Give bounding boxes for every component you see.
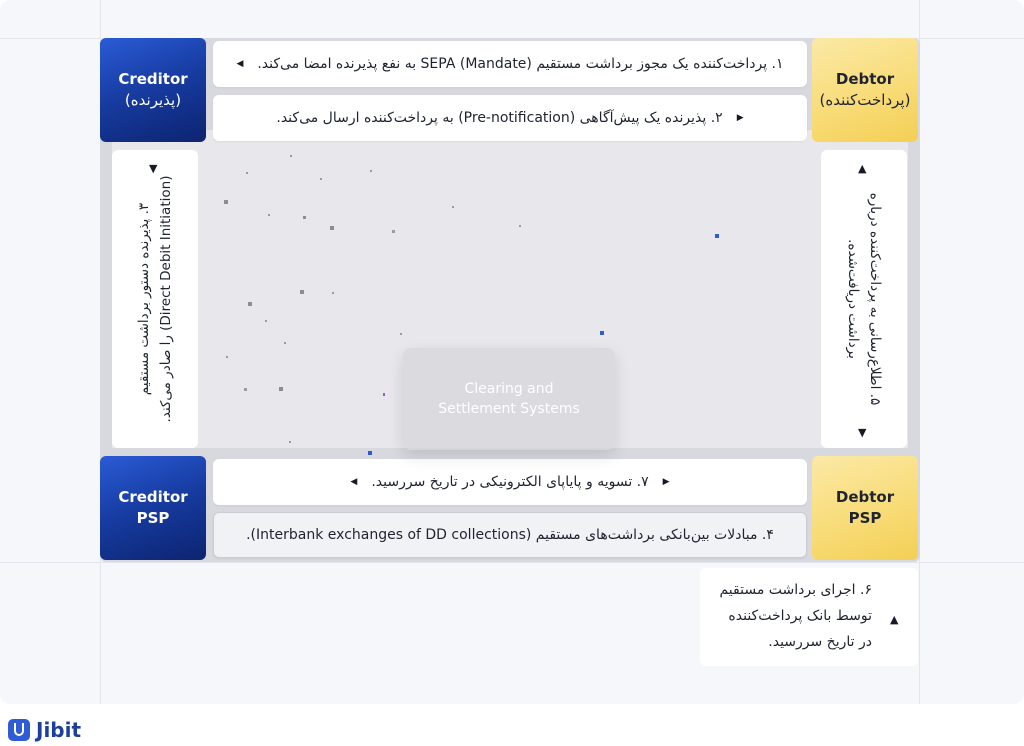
particle [289,441,291,443]
step-6-card [700,568,918,666]
debtor-subtitle: (پرداخت‌کننده) [819,91,911,109]
step-6-line2: توسط بانک پرداخت‌کننده [728,608,872,624]
arrow-left-icon: ◀ [236,59,244,69]
creditor-psp-line1: Creditor [118,488,188,506]
step-2-card [213,95,807,141]
particle [400,333,402,335]
particle [368,451,372,455]
brand-name: Jibit [36,718,82,742]
particle [330,226,334,230]
creditor-psp-line2: PSP [136,509,170,527]
particle [332,292,334,294]
arrow-up-icon: ▲ [858,162,867,175]
arrow-down-icon: ▼ [858,426,867,439]
particle [383,393,385,396]
particle [268,214,270,216]
particle [284,342,286,344]
debtor-psp-line2: PSP [848,509,882,527]
step-6-line3: در تاریخ سررسید. [768,634,872,650]
particle [303,216,306,219]
debtor-psp-node [812,456,918,560]
particle [226,356,228,358]
step-5-line2: برداشت دریافت‌شده. [845,239,861,359]
clearing-system-node [403,348,615,450]
particle [300,290,304,294]
particle [279,387,283,391]
step-5-card [821,150,907,448]
arrow-up-icon: ▲ [890,613,899,626]
particle [392,230,395,233]
step-2-text: ۲. پذیرنده یک پیش‌آگاهی (Pre-notification) به پرداخت‌کننده ارسال می‌کند. [276,110,723,126]
creditor-title: Creditor [118,70,188,88]
guide-line [0,562,1024,563]
step-3-line2: (Direct Debit Initiation) را صادر می‌کند. [158,175,174,423]
brand-mark-icon [8,719,30,741]
arrow-left-icon: ◀ [350,477,358,487]
particle [452,206,454,208]
creditor-psp-node [100,456,206,560]
step-7-card [213,459,807,505]
creditor-node [100,38,206,142]
step-5-line1: ۵. اطلاع‌رسانی به پرداخت‌کننده درباره [867,192,883,406]
particle [600,331,604,335]
arrow-right-icon: ▶ [662,477,670,487]
particle [370,170,372,172]
particle [265,320,267,322]
particle [244,388,247,391]
creditor-subtitle: (پذیرنده) [124,91,182,109]
particle [248,302,252,306]
step-3-card [112,150,198,448]
particle [715,234,719,238]
brand-logo [8,718,81,742]
clearing-line1: Clearing and [464,381,554,397]
step-4-text: ۴. مبادلات بین‌بانکی برداشت‌های مستقیم (Interbank exchanges of DD collections). [246,527,774,543]
clearing-line2: Settlement Systems [438,401,580,417]
step-3-line1: ۳. پذیرنده دستور برداشت مستقیم [136,202,152,396]
step-6-line1: ۶. اجرای برداشت مستقیم [719,582,872,598]
particle [519,225,521,227]
debtor-title: Debtor [835,70,895,88]
step-1-card [213,41,807,87]
arrow-right-icon: ▶ [736,113,744,123]
debtor-psp-line1: Debtor [835,488,895,506]
step-1-text: ۱. پرداخت‌کننده یک مجوز برداشت مستقیم SEPA (Mandate) به نفع پذیرنده امضا می‌کند. [257,56,784,72]
arrow-down-icon: ▼ [149,162,158,175]
debtor-node [812,38,918,142]
step-7-text: ۷. تسویه و پایاپای الکترونیکی در تاریخ سررسید. [371,474,649,490]
step-4-card [213,512,807,558]
particle [290,155,292,157]
particle [246,172,248,174]
particle [224,200,228,204]
particle [320,178,322,180]
